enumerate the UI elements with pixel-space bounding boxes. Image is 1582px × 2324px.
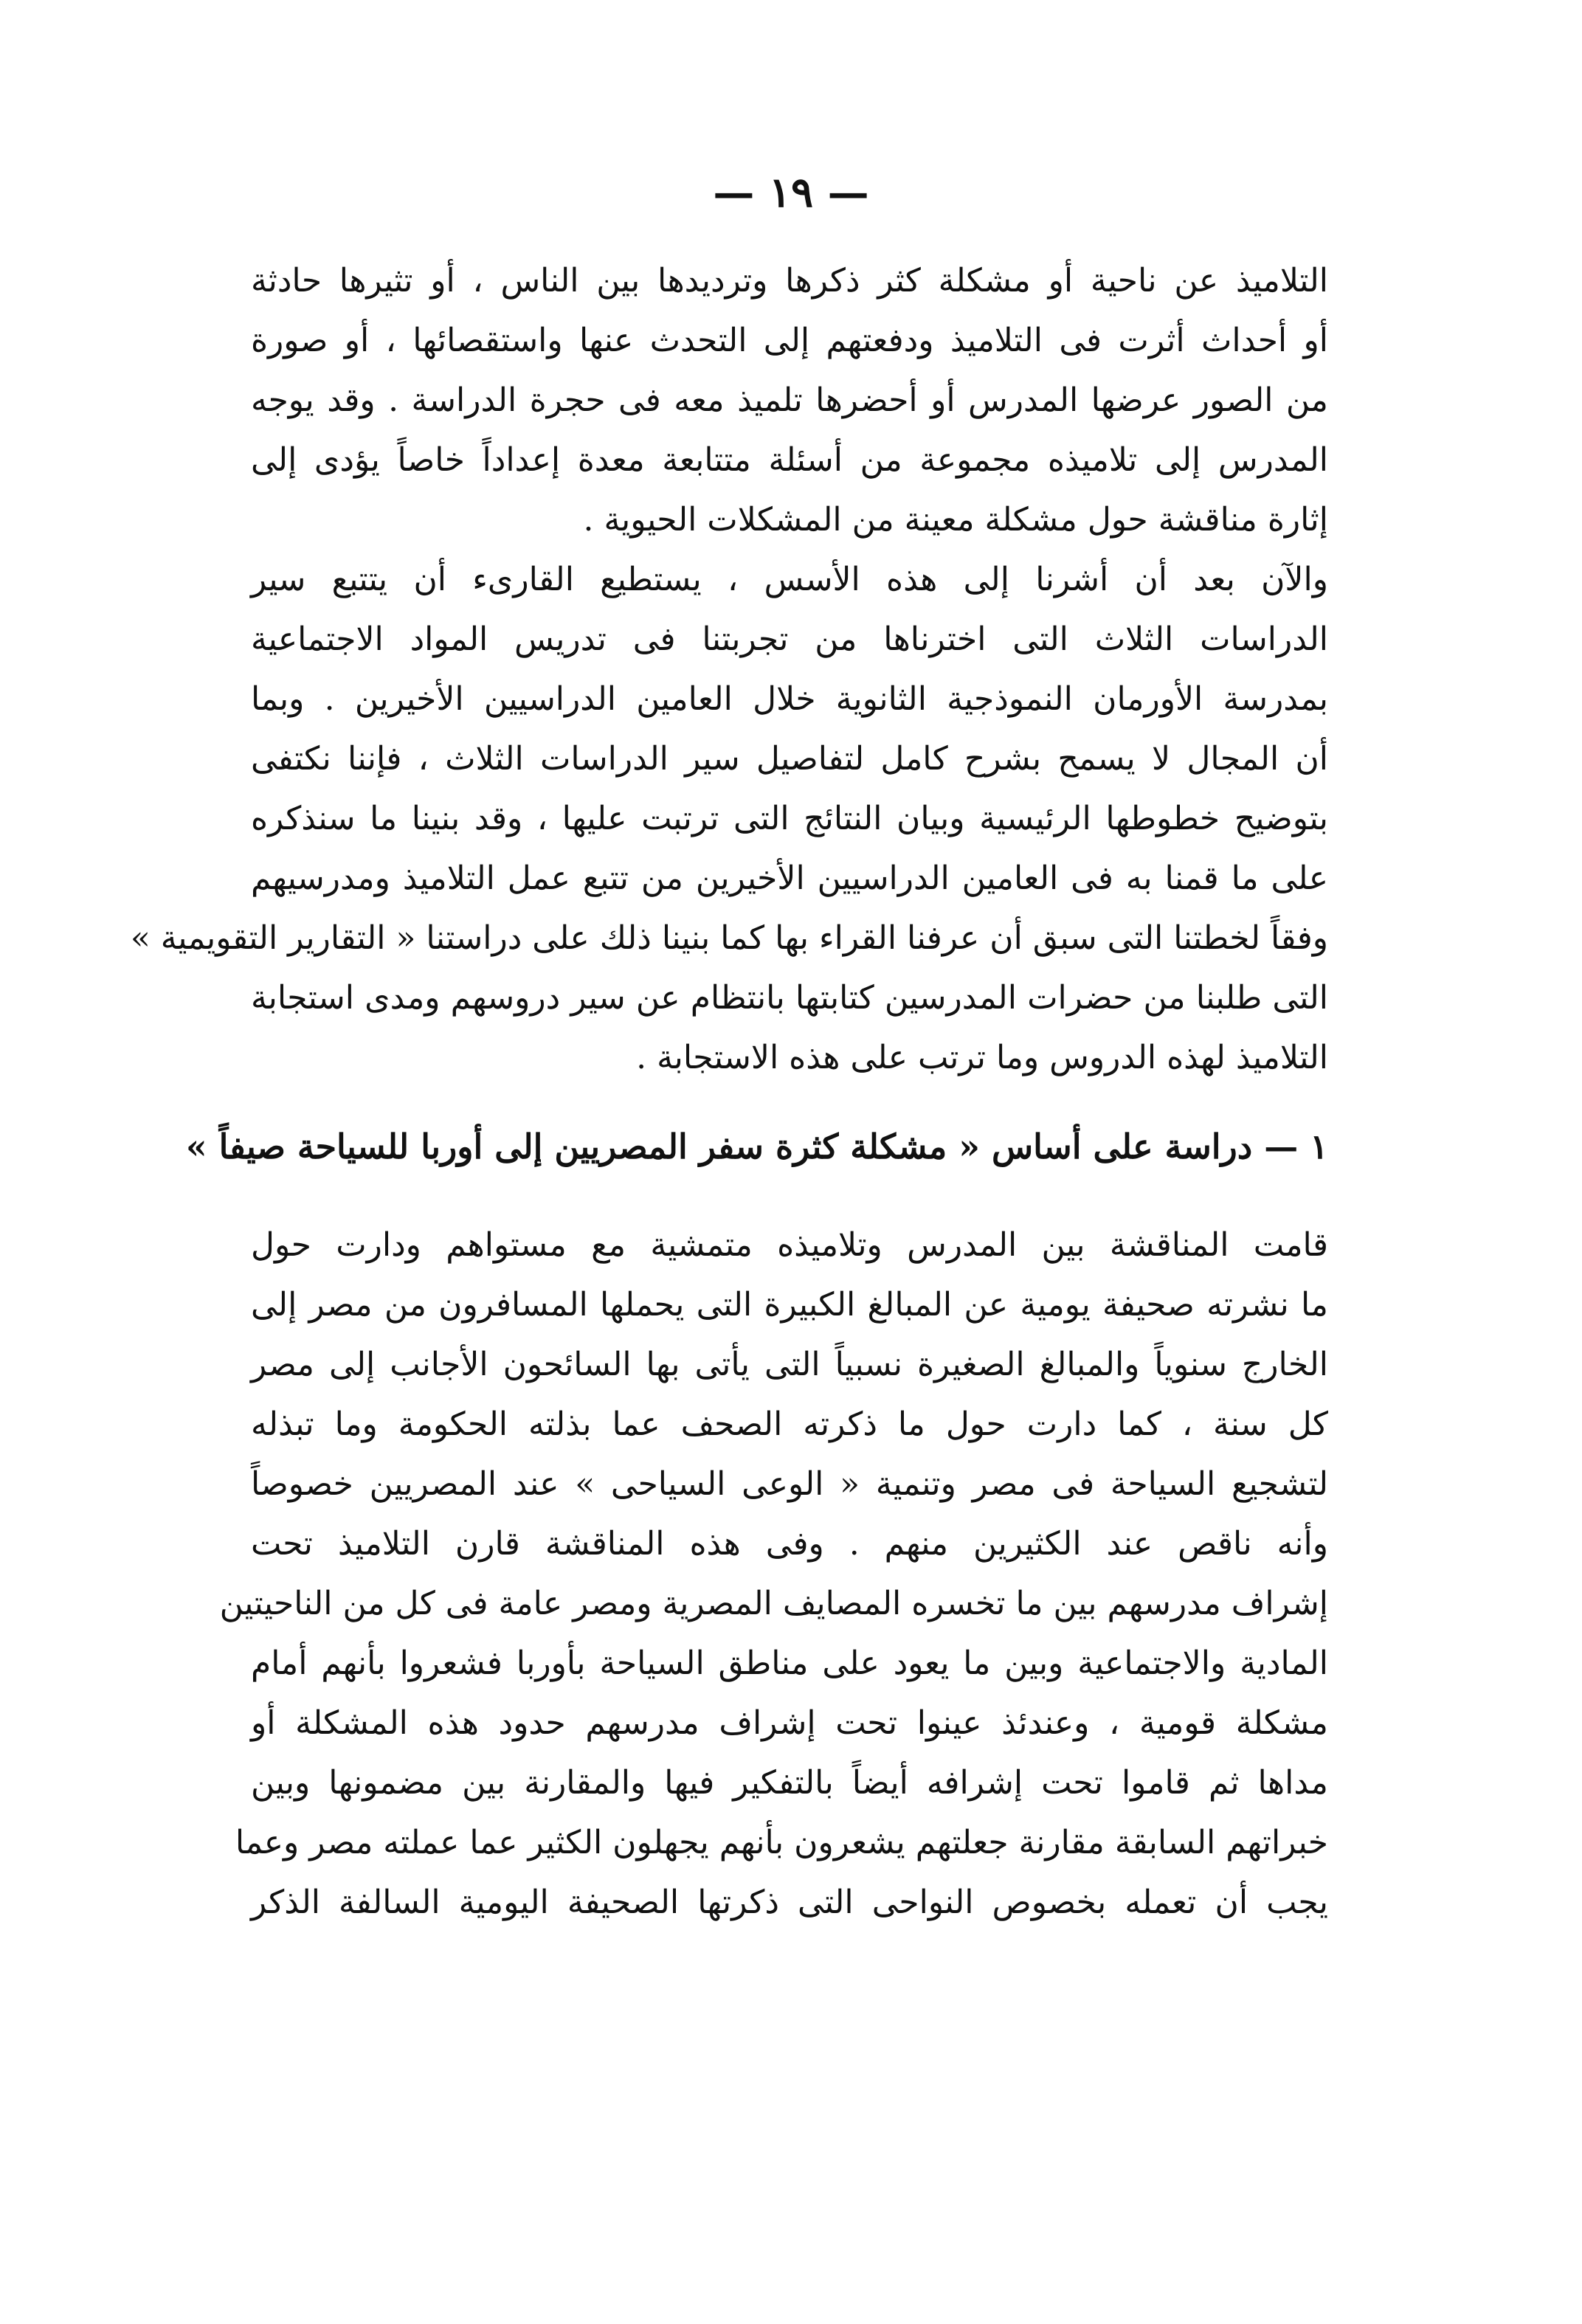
page-number: — ١٩ —: [713, 168, 869, 217]
text-line: أو أحداث أثرت فى التلاميذ ودفعتهم إلى التحدث عنها واستقصائها ، أو صورة: [251, 322, 1328, 359]
text-line: إثارة مناقشة حول مشكلة معينة من المشكلات الحيوية .: [583, 501, 1328, 539]
text-line: من الصور عرضها المدرس أو أحضرها تلميذ معه فى حجرة الدراسة . وقد يوجه: [251, 381, 1328, 419]
text-line: والآن بعد أن أشرنا إلى هذه الأسس ، يستطيع القارىء أن يتتبع سير: [251, 561, 1328, 598]
text-line: قامت المناقشة بين المدرس وتلاميذه متمشية مع مستواهم ودارت حول: [251, 1226, 1328, 1264]
text-line: يجب أن تعمله بخصوص النواحى التى ذكرتها الصحيفة اليومية السالفة الذكر: [251, 1884, 1328, 1921]
text-line: على ما قمنا به فى العامين الدراسيين الأخيرين من تتبع عمل التلاميذ ومدرسيهم: [251, 860, 1328, 897]
text-line: وأنه ناقص عند الكثيرين منهم . وفى هذه المناقشة قارن التلاميذ تحت: [251, 1525, 1328, 1563]
text-line: الخارج سنوياً والمبالغ الصغيرة نسبياً التى يأتى بها السائحون الأجانب إلى مصر: [251, 1346, 1328, 1383]
section-heading: ١ — دراسة على أساس « مشكلة كثرة سفر المصريين إلى أوربا للسياحة صيفاً »: [185, 1127, 1328, 1166]
text-line: خبراتهم السابقة مقارنة جعلتهم يشعرون بأنهم يجهلون الكثير عما عملته مصر وعما: [235, 1824, 1328, 1861]
text-line: مشكلة قومية ، وعندئذ عينوا تحت إشراف مدرسهم حدود هذه المشكلة أو: [251, 1704, 1328, 1742]
text-line: إشراف مدرسهم بين ما تخسره المصايف المصرية ومصر عامة فى كل من الناحيتين: [219, 1585, 1328, 1622]
text-line: أن المجال لا يسمح بشرح كامل لتفاصيل سير الدراسات الثلاث ، فإننا نكتفى: [251, 740, 1328, 778]
paragraph-1: [251, 251, 1328, 550]
text-line: المدرس إلى تلاميذه مجموعة من أسئلة متتابعة معدة إعداداً خاصاً يؤدى إلى: [251, 441, 1328, 479]
text-line: مداها ثم قاموا تحت إشرافه أيضاً بالتفكير فيها والمقارنة بين مضمونها وبين: [251, 1764, 1329, 1802]
body-text: [130, 251, 1329, 1932]
text-line: الدراسات الثلاث التى اخترناها من تجربتنا فى تدريس المواد الاجتماعية: [251, 620, 1328, 658]
paragraph-3: [219, 1215, 1329, 1932]
text-line: وفقاً لخطتنا التى سبق أن عرفنا القراء بها كما بنينا ذلك على دراستنا « التقارير التقويمية »: [130, 919, 1328, 957]
text-line: التلاميذ عن ناحية أو مشكلة كثر ذكرها وترديدها بين الناس ، أو تثيرها حادثة: [251, 262, 1328, 300]
text-line: كل سنة ، كما دارت حول ما ذكرته الصحف عما بذلته الحكومة وما تبذله: [251, 1405, 1328, 1443]
text-line: لتشجيع السياحة فى مصر وتنمية « الوعى السياحى » عند المصريين خصوصاً: [251, 1465, 1328, 1503]
text-line: التلاميذ لهذه الدروس وما ترتب على هذه الاستجابة .: [636, 1039, 1328, 1076]
text-line: ما نشرته صحيفة يومية عن المبالغ الكبيرة التى يحملها المسافرون من مصر إلى: [251, 1286, 1328, 1324]
text-line: بمدرسة الأورمان النموذجية الثانوية خلال العامين الدراسيين الأخيرين . وبما: [251, 680, 1328, 718]
text-line: التى طلبنا من حضرات المدرسين كتابتها بانتظام عن سير دروسهم ومدى استجابة: [251, 979, 1329, 1017]
text-line: المادية والاجتماعية وبين ما يعود على مناطق السياحة بأوربا فشعروا بأنهم أمام: [251, 1645, 1328, 1682]
paragraph-2: [130, 550, 1329, 1087]
text-line: بتوضيح خطوطها الرئيسية وبيان النتائج التى ترتبت عليها ، وقد بنينا ما سنذكره: [251, 800, 1328, 837]
